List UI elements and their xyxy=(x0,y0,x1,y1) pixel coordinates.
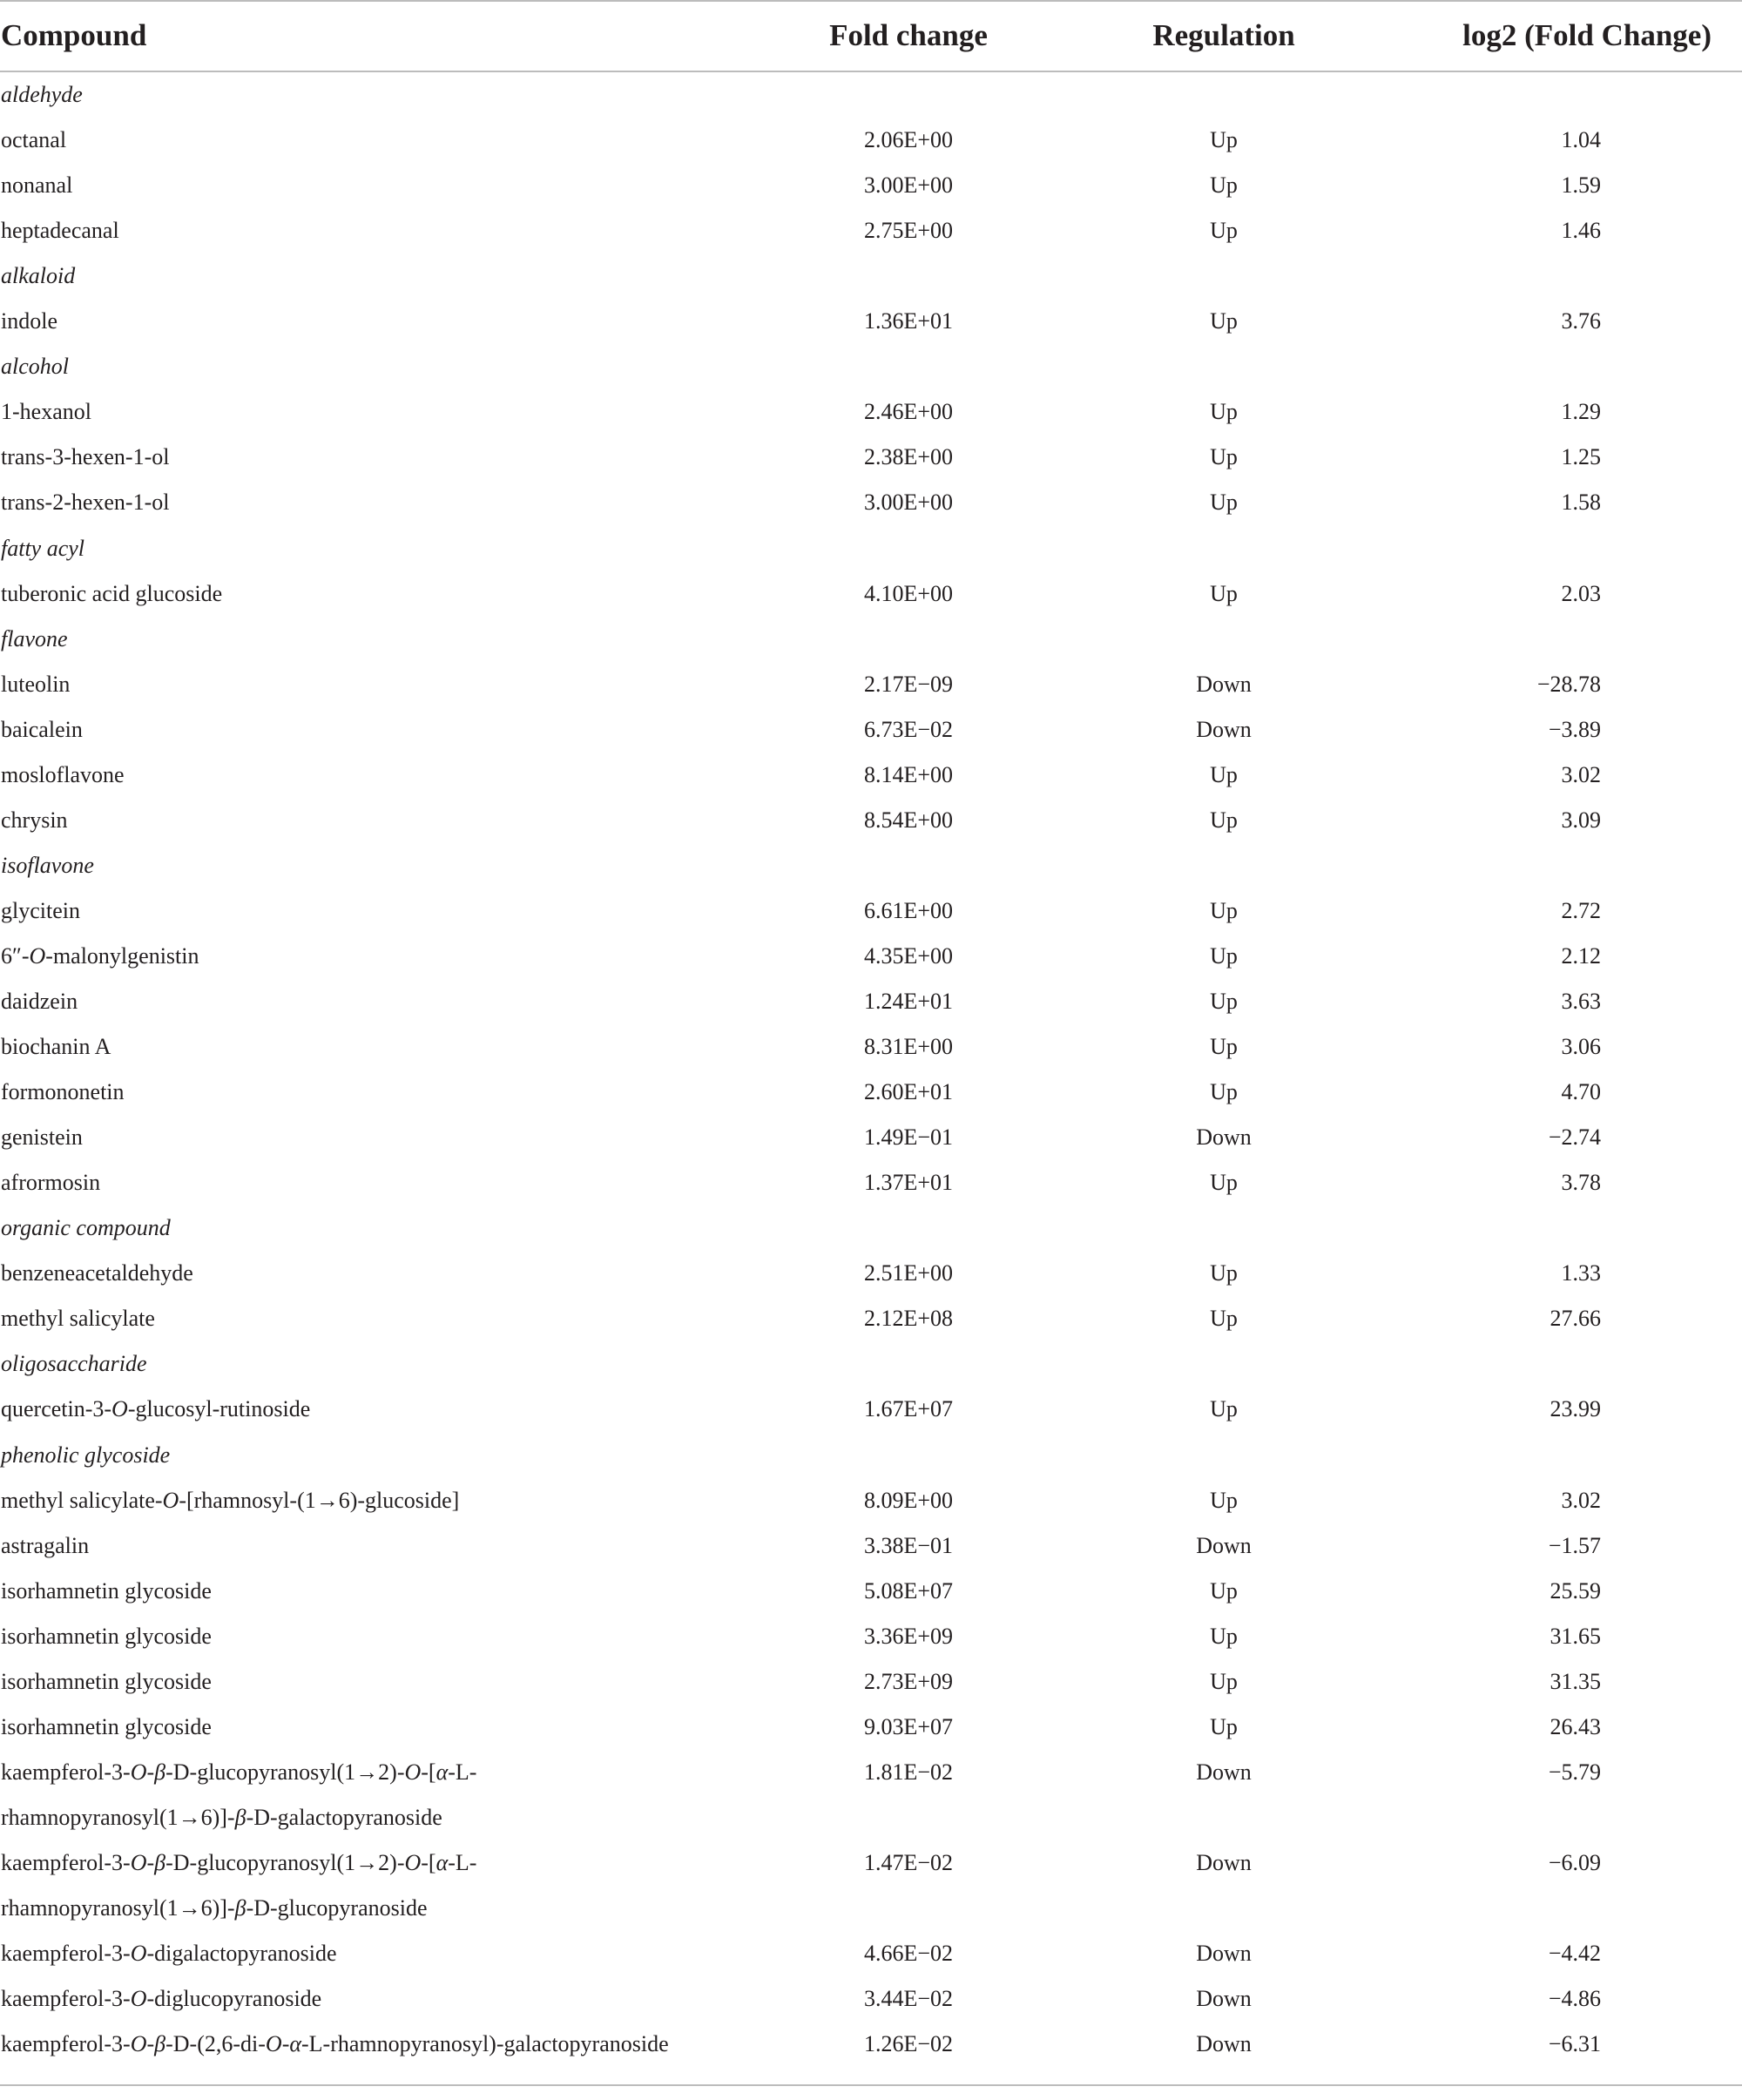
cell-log2-fold-change: 2.03 xyxy=(1561,580,1601,606)
table-row xyxy=(0,888,1742,934)
cell-log2-fold-change: 3.09 xyxy=(1561,807,1601,833)
cell-fold-change: 9.03E+07 xyxy=(863,1713,954,1739)
cell-fold-change: 1.67E+07 xyxy=(863,1396,954,1422)
cell-fold-change: 2.75E+00 xyxy=(863,218,954,244)
cell-regulation: Up xyxy=(1210,399,1238,425)
cell-regulation: Down xyxy=(1196,1849,1252,1875)
cell-log2-fold-change: −1.57 xyxy=(1548,1532,1601,1558)
cell-compound: heptadecanal xyxy=(1,218,119,244)
cell-regulation: Up xyxy=(1210,1034,1238,1060)
table-row xyxy=(0,1569,1742,1614)
category-label: alkaloid xyxy=(1,263,76,289)
cell-fold-change: 1.81E−02 xyxy=(863,1759,954,1785)
cell-regulation: Up xyxy=(1210,490,1238,516)
table-row-continuation xyxy=(0,1886,1742,1931)
cell-regulation: Up xyxy=(1210,444,1238,470)
cell-compound: indole xyxy=(1,308,57,334)
cell-log2-fold-change: 3.06 xyxy=(1561,1034,1601,1060)
cell-log2-fold-change: 2.72 xyxy=(1561,897,1601,923)
table-row xyxy=(0,1523,1742,1569)
category-row xyxy=(0,1205,1742,1251)
table-row xyxy=(0,1750,1742,1795)
cell-compound: biochanin A xyxy=(1,1034,111,1060)
cell-log2-fold-change: 1.04 xyxy=(1561,127,1601,153)
cell-log2-fold-change: −4.42 xyxy=(1548,1941,1601,1967)
cell-fold-change: 1.24E+01 xyxy=(863,989,954,1014)
table-row xyxy=(0,571,1742,617)
cell-fold-change: 6.61E+00 xyxy=(863,897,954,923)
cell-fold-change: 3.00E+00 xyxy=(863,172,954,199)
cell-regulation: Up xyxy=(1210,127,1238,153)
header-log2-fold-change: log2 (Fold Change) xyxy=(1462,18,1712,52)
cell-log2-fold-change: 1.25 xyxy=(1561,444,1601,470)
table-row xyxy=(0,1705,1742,1750)
cell-log2-fold-change: 3.02 xyxy=(1561,1487,1601,1513)
cell-compound: afrormosin xyxy=(1,1170,101,1196)
cell-regulation: Up xyxy=(1210,1487,1238,1513)
cell-fold-change: 3.00E+00 xyxy=(863,490,954,516)
table-row xyxy=(0,1024,1742,1070)
cell-log2-fold-change: 2.12 xyxy=(1561,942,1601,969)
cell-fold-change: 1.47E−02 xyxy=(863,1849,954,1875)
cell-log2-fold-change: 31.35 xyxy=(1550,1668,1601,1694)
cell-regulation: Down xyxy=(1196,1532,1252,1558)
cell-compound: isorhamnetin glycoside xyxy=(1,1577,212,1604)
cell-compound: isorhamnetin glycoside xyxy=(1,1713,212,1739)
cell-fold-change: 3.38E−01 xyxy=(863,1532,954,1558)
table-row xyxy=(0,1840,1742,1886)
cell-log2-fold-change: 25.59 xyxy=(1550,1577,1601,1604)
table-row xyxy=(0,299,1742,344)
table-row xyxy=(0,163,1742,208)
category-row xyxy=(0,617,1742,662)
cell-log2-fold-change: 1.59 xyxy=(1561,172,1601,199)
cell-compound: methyl salicylate-O-[rhamnosyl-(1→6)-glucoside] xyxy=(1,1487,460,1513)
table-row xyxy=(0,1115,1742,1160)
cell-fold-change: 5.08E+07 xyxy=(863,1577,954,1604)
table-row xyxy=(0,118,1742,163)
cell-compound: benzeneacetaldehyde xyxy=(1,1260,193,1286)
cell-regulation: Up xyxy=(1210,1396,1238,1422)
table-row xyxy=(0,208,1742,253)
header-regulation: Regulation xyxy=(1152,18,1295,52)
table-row xyxy=(0,480,1742,525)
category-label: flavone xyxy=(1,625,68,652)
table-row xyxy=(0,1659,1742,1705)
category-label: isoflavone xyxy=(1,852,94,878)
table-bottom-rule xyxy=(0,2084,1742,2086)
cell-regulation: Down xyxy=(1196,1124,1252,1151)
cell-regulation: Up xyxy=(1210,1260,1238,1286)
cell-log2-fold-change: −4.86 xyxy=(1548,1986,1601,2012)
cell-regulation: Up xyxy=(1210,218,1238,244)
cell-fold-change: 3.44E−02 xyxy=(863,1986,954,2012)
cell-fold-change: 2.46E+00 xyxy=(863,399,954,425)
category-row xyxy=(0,72,1742,118)
cell-regulation: Up xyxy=(1210,807,1238,833)
category-label: aldehyde xyxy=(1,82,83,107)
cell-compound: formononetin xyxy=(1,1079,125,1105)
table-row xyxy=(0,2022,1742,2067)
cell-fold-change: 2.06E+00 xyxy=(863,127,954,153)
cell-regulation: Up xyxy=(1210,897,1238,923)
cell-log2-fold-change: 1.58 xyxy=(1561,490,1601,516)
table-row xyxy=(0,753,1742,798)
cell-compound: 1-hexanol xyxy=(1,399,91,425)
cell-fold-change: 4.10E+00 xyxy=(863,580,954,606)
table-row xyxy=(0,707,1742,753)
cell-fold-change: 1.49E−01 xyxy=(863,1124,954,1151)
cell-fold-change: 4.35E+00 xyxy=(863,942,954,969)
cell-log2-fold-change: −6.09 xyxy=(1548,1849,1601,1875)
cell-fold-change: 2.12E+08 xyxy=(863,1306,954,1332)
cell-fold-change: 2.60E+01 xyxy=(863,1079,954,1105)
category-label: oligosaccharide xyxy=(1,1351,147,1377)
category-label: phenolic glycoside xyxy=(1,1442,171,1468)
cell-fold-change: 3.36E+09 xyxy=(863,1623,954,1649)
cell-compound: kaempferol-3-O-diglucopyranoside xyxy=(1,1986,322,2012)
cell-fold-change: 8.54E+00 xyxy=(863,807,954,833)
category-row xyxy=(0,1433,1742,1478)
table-row xyxy=(0,389,1742,435)
cell-log2-fold-change: −2.74 xyxy=(1548,1124,1601,1151)
cell-log2-fold-change: 23.99 xyxy=(1550,1396,1601,1422)
category-row xyxy=(0,344,1742,389)
cell-log2-fold-change: 3.02 xyxy=(1561,761,1601,787)
table-row xyxy=(0,798,1742,843)
cell-log2-fold-change: 3.63 xyxy=(1561,989,1601,1014)
table-row-continuation xyxy=(0,1795,1742,1840)
cell-log2-fold-change: 1.29 xyxy=(1561,399,1601,425)
header-fold-change: Fold change xyxy=(829,18,988,52)
cell-regulation: Up xyxy=(1210,761,1238,787)
cell-log2-fold-change: −5.79 xyxy=(1548,1759,1601,1785)
cell-regulation: Up xyxy=(1210,308,1238,334)
cell-regulation: Down xyxy=(1196,1759,1252,1785)
cell-compound: 6″-O-malonylgenistin xyxy=(1,942,199,969)
cell-log2-fold-change: −28.78 xyxy=(1536,671,1601,697)
cell-regulation: Up xyxy=(1210,989,1238,1014)
cell-compound: baicalein xyxy=(1,716,83,742)
table-row xyxy=(0,934,1742,979)
table-row xyxy=(0,1296,1742,1341)
cell-fold-change: 1.37E+01 xyxy=(863,1170,954,1196)
category-row xyxy=(0,526,1742,571)
table-row xyxy=(0,979,1742,1024)
cell-log2-fold-change: 31.65 xyxy=(1550,1623,1601,1649)
cell-regulation: Up xyxy=(1210,1079,1238,1105)
cell-compound: rhamnopyranosyl(1→6)]-β-D-glucopyranoside xyxy=(1,1895,428,1921)
cell-log2-fold-change: 27.66 xyxy=(1550,1306,1601,1332)
table-header-row xyxy=(0,2,1742,71)
cell-compound: kaempferol-3-O-β-D-glucopyranosyl(1→2)-O-[α-L- xyxy=(1,1849,477,1875)
cell-compound: kaempferol-3-O-digalactopyranoside xyxy=(1,1941,337,1967)
cell-compound: methyl salicylate xyxy=(1,1306,155,1332)
table-row xyxy=(0,1160,1742,1205)
cell-fold-change: 1.26E−02 xyxy=(863,2031,954,2057)
cell-regulation: Up xyxy=(1210,172,1238,199)
table-row xyxy=(0,435,1742,480)
cell-compound: trans-2-hexen-1-ol xyxy=(1,490,170,516)
cell-compound: astragalin xyxy=(1,1532,90,1558)
cell-compound: mosloflavone xyxy=(1,761,125,787)
cell-fold-change: 2.17E−09 xyxy=(863,671,954,697)
table-row xyxy=(0,1251,1742,1296)
category-row xyxy=(0,843,1742,888)
cell-fold-change: 2.38E+00 xyxy=(863,444,954,470)
category-label: fatty acyl xyxy=(1,535,85,561)
cell-regulation: Up xyxy=(1210,580,1238,606)
cell-log2-fold-change: 3.76 xyxy=(1561,308,1601,334)
cell-regulation: Down xyxy=(1196,1986,1252,2012)
cell-compound: genistein xyxy=(1,1124,83,1151)
table-row xyxy=(0,1387,1742,1432)
cell-compound: kaempferol-3-O-β-D-(2,6-di-O-α-L-rhamnopyranosyl)-galactopyranoside xyxy=(1,2031,669,2057)
header-compound: Compound xyxy=(1,18,147,52)
cell-log2-fold-change: 26.43 xyxy=(1550,1713,1601,1739)
table-row xyxy=(0,1614,1742,1659)
category-row xyxy=(0,253,1742,299)
cell-compound: rhamnopyranosyl(1→6)]-β-D-galactopyranoside xyxy=(1,1804,442,1830)
cell-log2-fold-change: −6.31 xyxy=(1548,2031,1601,2057)
cell-compound: isorhamnetin glycoside xyxy=(1,1623,212,1649)
cell-compound: nonanal xyxy=(1,172,73,199)
cell-log2-fold-change: −3.89 xyxy=(1548,716,1601,742)
cell-regulation: Down xyxy=(1196,1941,1252,1967)
table-row xyxy=(0,1931,1742,1976)
cell-compound: luteolin xyxy=(1,671,71,697)
category-label: organic compound xyxy=(1,1215,171,1241)
cell-log2-fold-change: 3.78 xyxy=(1561,1170,1601,1196)
cell-regulation: Up xyxy=(1210,1577,1238,1604)
cell-compound: trans-3-hexen-1-ol xyxy=(1,444,170,470)
cell-fold-change: 2.51E+00 xyxy=(863,1260,954,1286)
cell-regulation: Up xyxy=(1210,1668,1238,1694)
cell-regulation: Down xyxy=(1196,2031,1252,2057)
cell-regulation: Up xyxy=(1210,942,1238,969)
cell-regulation: Down xyxy=(1196,716,1252,742)
table-row xyxy=(0,1976,1742,2022)
cell-fold-change: 8.09E+00 xyxy=(863,1487,954,1513)
cell-compound: tuberonic acid glucoside xyxy=(1,580,223,606)
cell-regulation: Up xyxy=(1210,1306,1238,1332)
category-row xyxy=(0,1341,1742,1387)
cell-fold-change: 4.66E−02 xyxy=(863,1941,954,1967)
cell-regulation: Up xyxy=(1210,1713,1238,1739)
cell-log2-fold-change: 1.33 xyxy=(1561,1260,1601,1286)
cell-compound: isorhamnetin glycoside xyxy=(1,1668,212,1694)
cell-regulation: Down xyxy=(1196,671,1252,697)
cell-compound: octanal xyxy=(1,127,67,153)
table-row xyxy=(0,1070,1742,1115)
cell-log2-fold-change: 4.70 xyxy=(1561,1079,1601,1105)
cell-compound: daidzein xyxy=(1,989,78,1014)
cell-compound: chrysin xyxy=(1,807,68,833)
cell-compound: quercetin-3-O-glucosyl-rutinoside xyxy=(1,1396,311,1422)
cell-fold-change: 6.73E−02 xyxy=(863,716,954,742)
cell-compound: kaempferol-3-O-β-D-glucopyranosyl(1→2)-O-[α-L- xyxy=(1,1759,477,1785)
cell-regulation: Up xyxy=(1210,1623,1238,1649)
category-label: alcohol xyxy=(1,354,69,380)
table-row xyxy=(0,662,1742,707)
cell-fold-change: 1.36E+01 xyxy=(863,308,954,334)
cell-log2-fold-change: 1.46 xyxy=(1561,218,1601,244)
table-row xyxy=(0,1478,1742,1523)
cell-fold-change: 8.31E+00 xyxy=(863,1034,954,1060)
cell-fold-change: 8.14E+00 xyxy=(863,761,954,787)
cell-compound: glycitein xyxy=(1,897,80,923)
cell-fold-change: 2.73E+09 xyxy=(863,1668,954,1694)
cell-regulation: Up xyxy=(1210,1170,1238,1196)
